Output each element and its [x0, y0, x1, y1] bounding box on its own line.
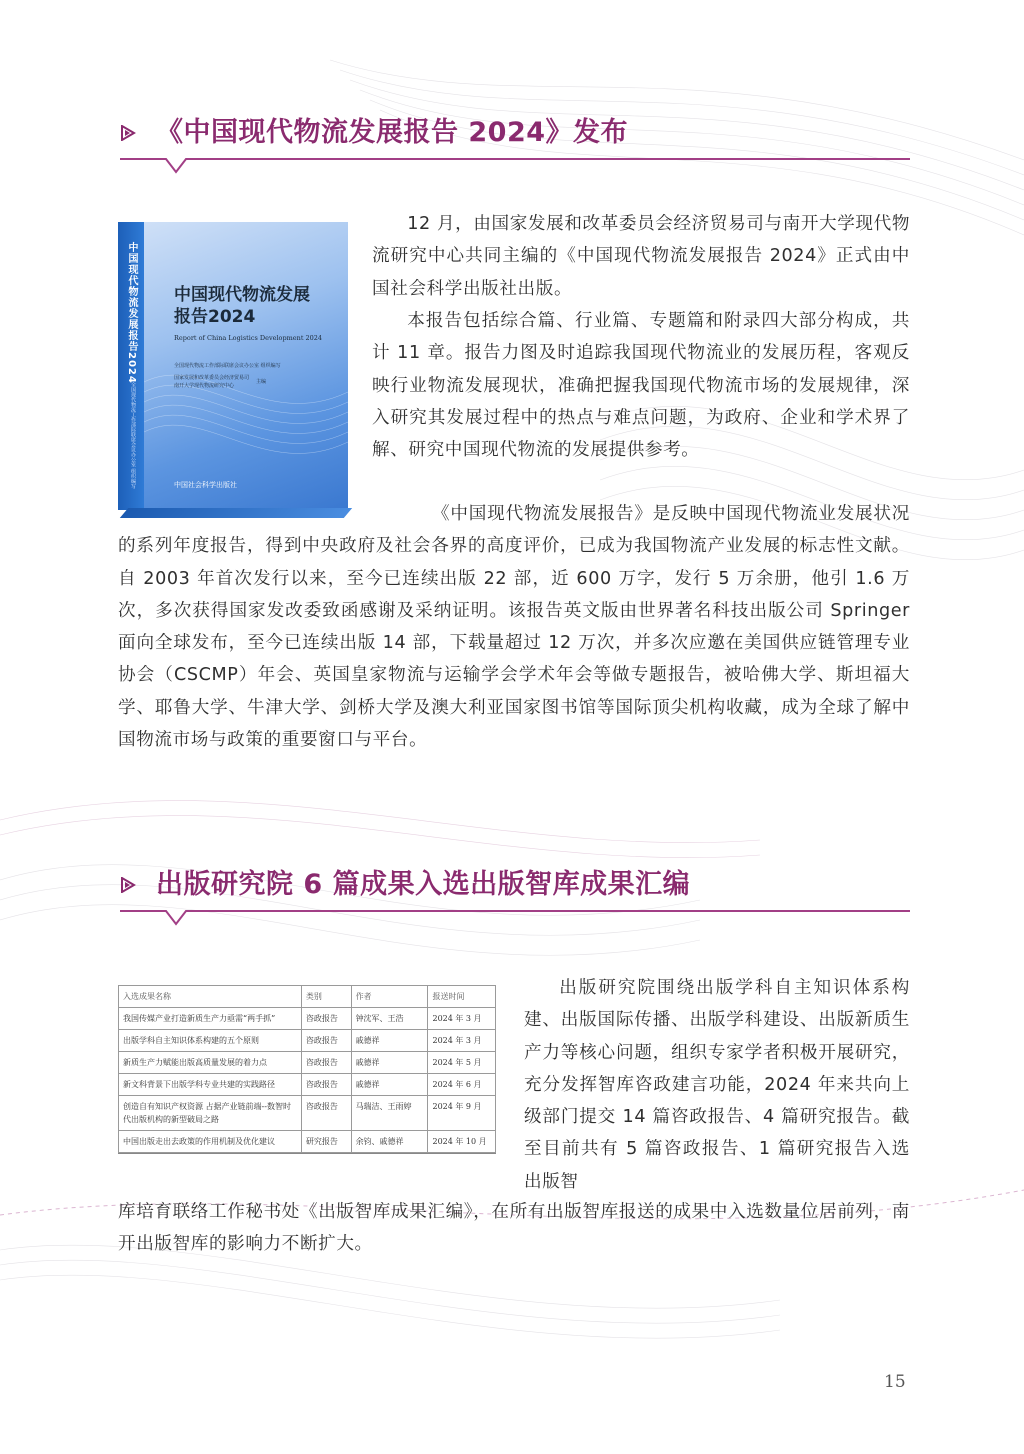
- paragraph-structure: 本报告包括综合篇、行业篇、专题篇和附录四大部分构成，共计 11 章。报告力图及时追踪我国现代物流业的发展历程，客观反映行业物流发展现状，准确把握我国现代物流市场的发展规律，深入研究其发展过程中的热点与难点问题，为政府、企业和学术界了解、研究中国现代物流的发展提供参考。: [372, 311, 910, 461]
- table-row: [119, 1074, 496, 1096]
- table-cell: 咨政报告: [301, 1074, 351, 1096]
- book-org-1: 全国现代物流工作部际联席会议办公室 组织编写: [174, 363, 281, 369]
- book-org-2: 国家发展和改革委员会经济贸易司: [174, 375, 250, 381]
- section-divider: [120, 158, 910, 176]
- book-spine-subtitle: 全国现代物流工作部际联席会议办公室 组织编写: [130, 382, 136, 489]
- page-number: 15: [884, 1372, 906, 1392]
- table-cell: 马瑞洁、王雨婷: [351, 1096, 428, 1131]
- paragraph-series-wrap: [118, 498, 910, 756]
- paragraph-think-tank: 出版研究院围绕出版学科自主知识体系构建、出版国际传播、出版学科建设、出版新质生产力等核心问题，组织专家学者积极开展研究，充分发挥智库咨政建言功能，2024 年来共向上级部门提交 14 篇咨政报告、4 篇研究报告。截至目前共有 5 篇咨政报告、1 篇研究报告入选出版智: [524, 978, 910, 1192]
- book-english-title: Report of China Logistics Development 2024: [174, 334, 323, 342]
- table-cell: 2024 年 10 月: [428, 1131, 496, 1153]
- table-header-row: [119, 986, 496, 1008]
- section-title: 《中国现代物流发展报告 2024》发布: [156, 117, 629, 148]
- table-row: [119, 1030, 496, 1052]
- table-cell: 咨政报告: [301, 1052, 351, 1074]
- table-cell: 咨政报告: [301, 1008, 351, 1030]
- table-cell: 2024 年 6 月: [428, 1074, 496, 1096]
- chevron-right-icon: [120, 125, 136, 141]
- table-cell: 钟沈军、王浩: [351, 1008, 428, 1030]
- table-cell: 咨政报告: [301, 1096, 351, 1131]
- table-header-cell: 报送时间: [428, 986, 496, 1008]
- table-cell: 戚德祥: [351, 1074, 428, 1096]
- book-publisher: 中国社会科学出版社: [174, 481, 237, 489]
- results-table-image: [118, 985, 496, 1154]
- table-header-cell: 作者: [351, 986, 428, 1008]
- table-row: [119, 1052, 496, 1074]
- table-header-cell: 入选成果名称: [119, 986, 302, 1008]
- table-row: [119, 1008, 496, 1030]
- table-cell: 研究报告: [301, 1131, 351, 1153]
- table-cell: 中国出版走出去政策的作用机制及优化建议: [119, 1131, 302, 1153]
- paragraph-think-tank-continued: 库培育联络工作秘书处《出版智库成果汇编》，在所有出版智库报送的成果中入选数量位居前列，南开出版智库的影响力不断扩大。: [118, 1202, 910, 1255]
- table-cell: 戚德祥: [351, 1030, 428, 1052]
- table-cell: 余钧、戚德祥: [351, 1131, 428, 1153]
- book-title: 中国现代物流发展 报告2024: [174, 285, 310, 327]
- table-cell: 2024 年 3 月: [428, 1030, 496, 1052]
- section-title: 出版研究院 6 篇成果入选出版智库成果汇编: [156, 869, 691, 900]
- book-cover-image: [118, 222, 350, 522]
- table-cell: 2024 年 9 月: [428, 1096, 496, 1131]
- table-cell: 咨政报告: [301, 1030, 351, 1052]
- table-row: [119, 1096, 496, 1131]
- book-spine-title: 中国现代物流发展报告2024: [126, 242, 137, 384]
- results-table: [118, 985, 496, 1153]
- table-cell: 2024 年 3 月: [428, 1008, 496, 1030]
- table-cell: 新文科背景下出版学科专业共建的实践路径: [119, 1074, 302, 1096]
- paragraph-intro: 12 月，由国家发展和改革委员会经济贸易司与南开大学现代物流研究中心共同主编的《中国现代物流发展报告 2024》正式由中国社会科学出版社出版。: [372, 214, 911, 299]
- book-spine: [118, 222, 144, 510]
- book-org-3: 南开大学现代物流研究中心: [174, 383, 235, 389]
- table-cell: 戚德祥: [351, 1052, 428, 1074]
- book-front: [144, 222, 348, 510]
- chevron-right-icon: [120, 877, 136, 893]
- table-cell: 新质生产力赋能出版高质量发展的着力点: [119, 1052, 302, 1074]
- table-cell: 2024 年 5 月: [428, 1052, 496, 1074]
- table-header-cell: 类别: [301, 986, 351, 1008]
- book-org-role: 主编: [256, 379, 267, 385]
- table-cell: 创造自有知识产权资源 占据产业链前端--数智时代出版机构的新型破局之路: [119, 1096, 302, 1131]
- paragraph-series: 《中国现代物流发展报告》是反映中国现代物流业发展状况的系列年度报告，得到中央政府及社会各界的高度评价，已成为我国物流产业发展的标志性文献。自 2003 年首次发行以来，至今已连续出版 22 部，近 600 万字，发行 5 万余册，他引 1.6 万次，多次获得国家发改委致函感谢及采纳证明。该报告英文版由世界著名科技出版公司 Springer 面向全球发布，至今已连续出版 14 部，下载量超过 12 万次，并多次应邀在美国供应链管理专业协会（CSCMP）年会、英国皇家物流与运输学会学术年会等做专题报告，被哈佛大学、斯坦福大学、耶鲁大学、牛津大学、剑桥大学及澳大利亚国家图书馆等国际顶尖机构收藏，成为全球了解中国物流市场与政策的重要窗口与平台。: [118, 504, 910, 751]
- table-cell: 出版学科自主知识体系构建的五个原则: [119, 1030, 302, 1052]
- table-cell: 我国传媒产业打造新质生产力亟需“两手抓”: [119, 1008, 302, 1030]
- table-row: [119, 1131, 496, 1153]
- section-divider: [120, 910, 910, 928]
